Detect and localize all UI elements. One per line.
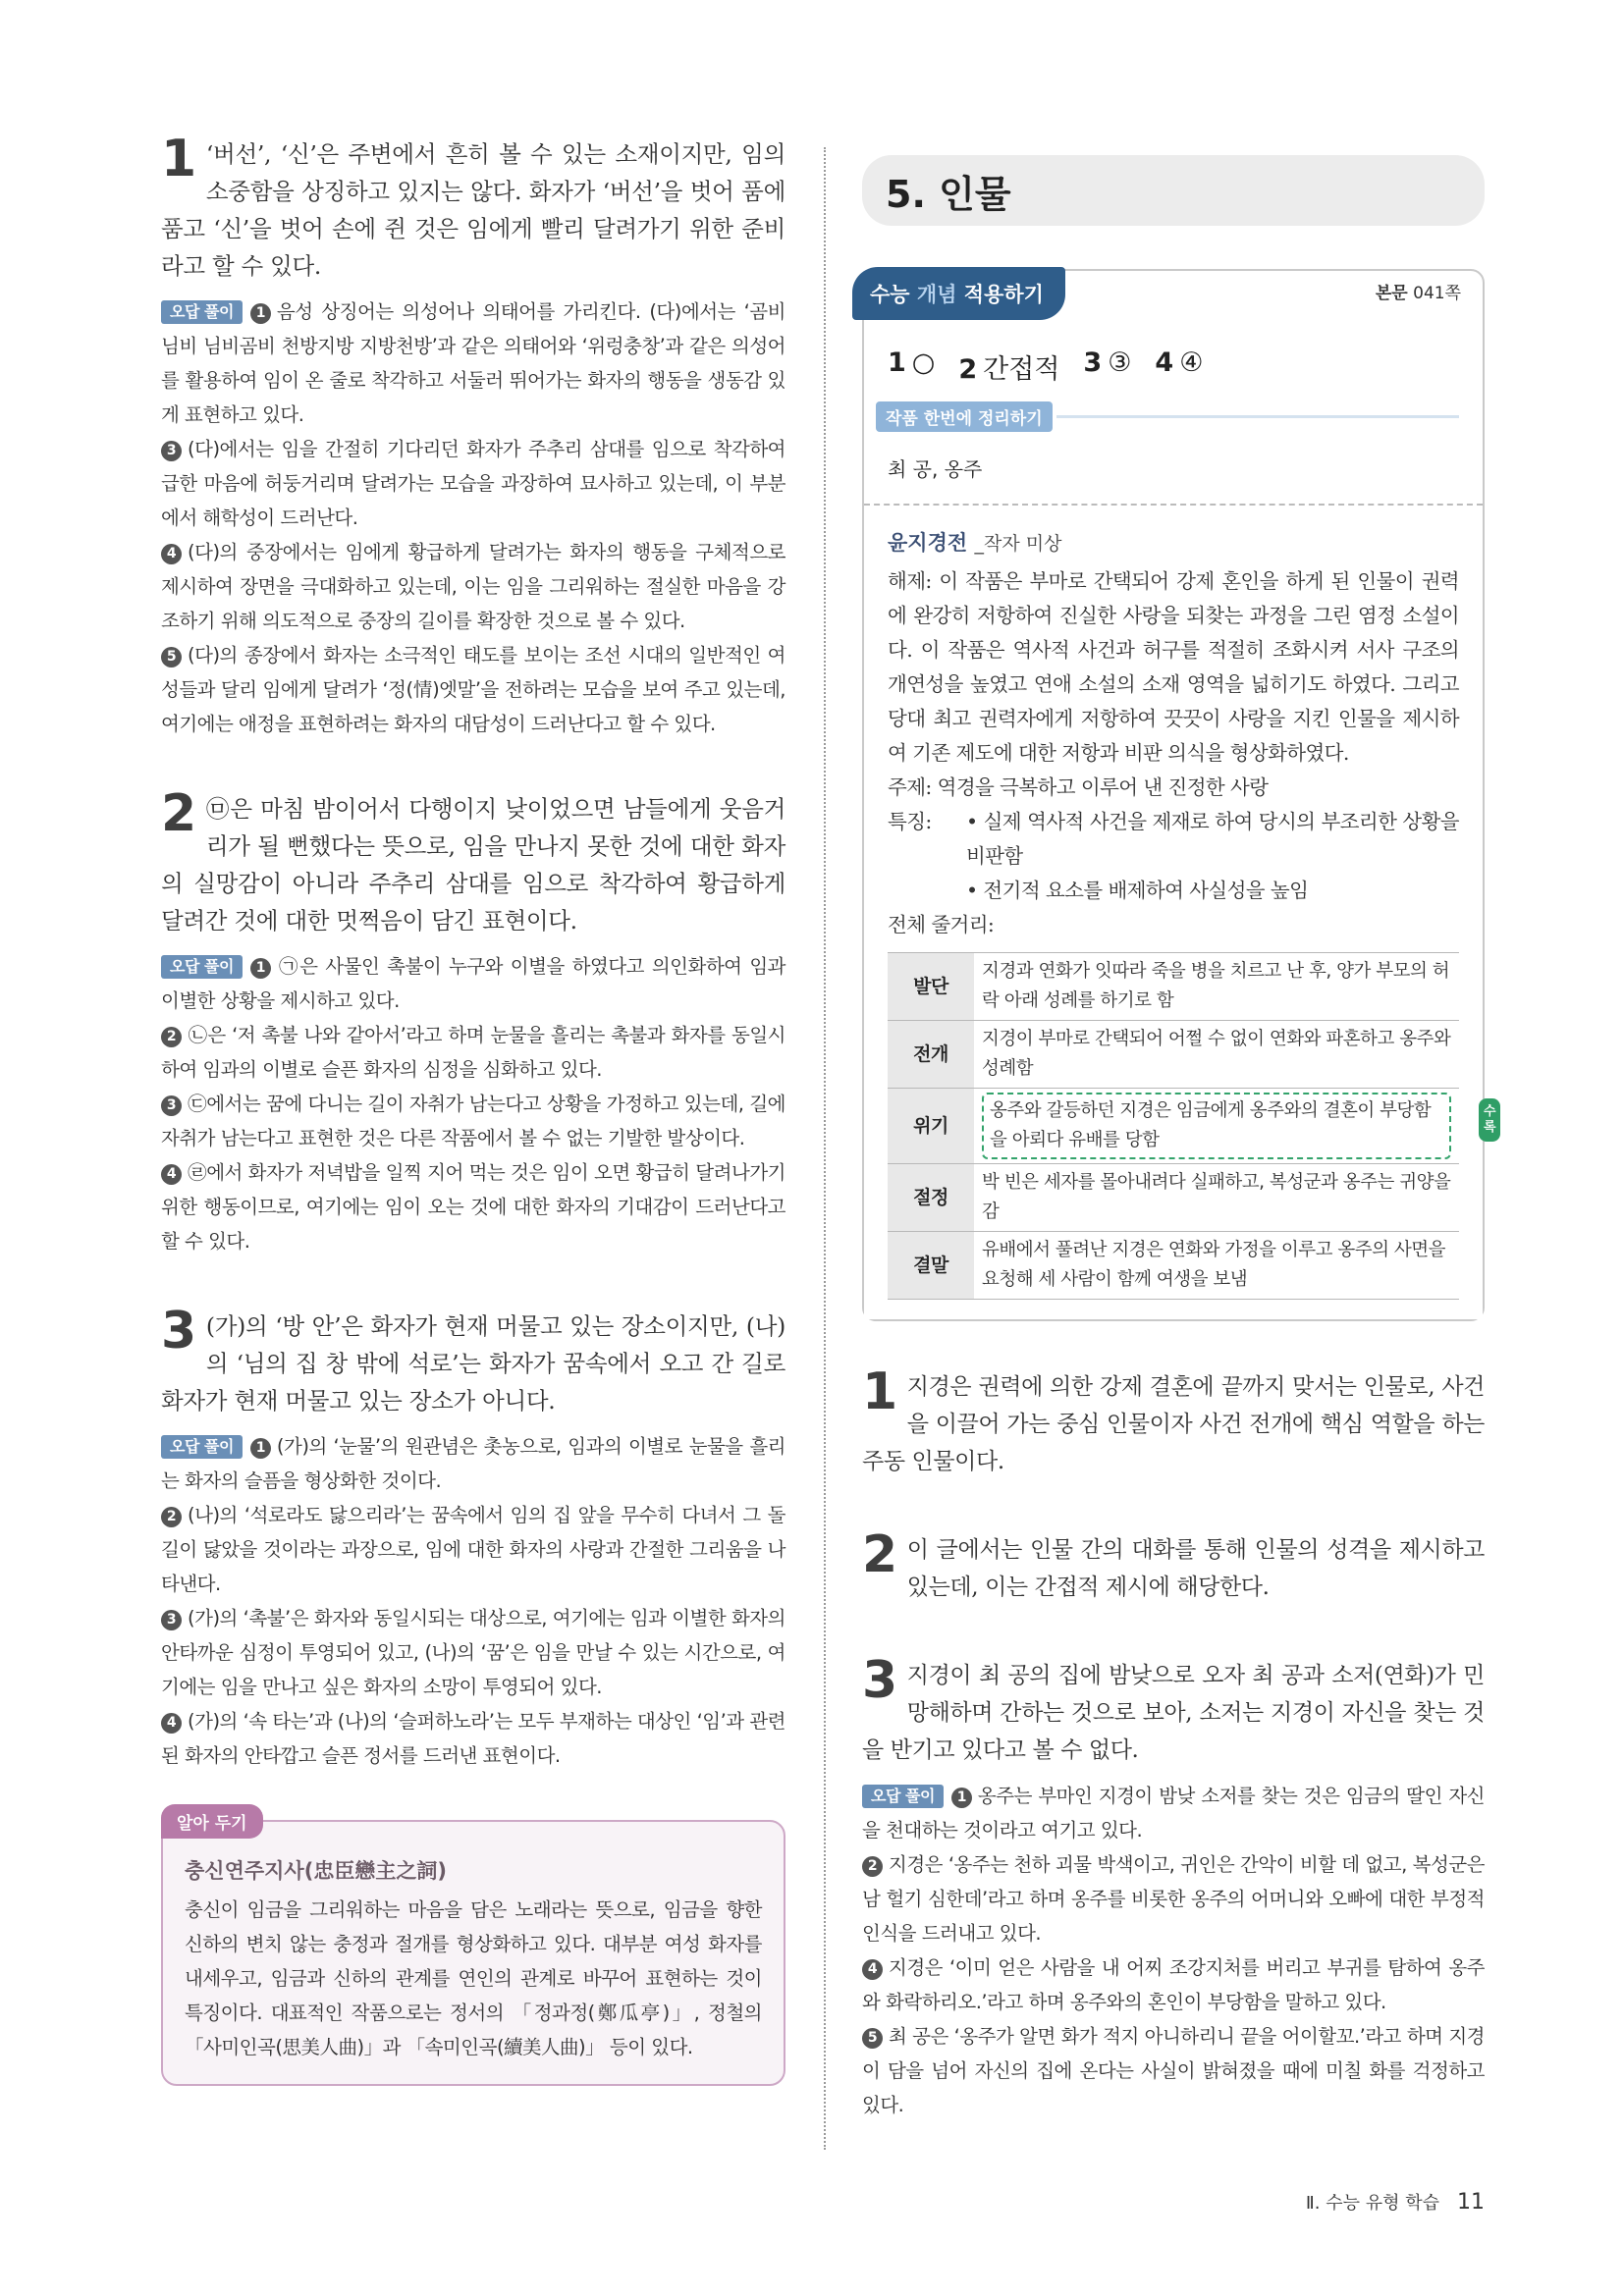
choice-number: 2: [161, 1027, 182, 1047]
right-question-2: [862, 1525, 1485, 1606]
answer-explanation: 지경은 권력에 의한 강제 결혼에 끝까지 맞서는 인물로, 사건을 이끌어 가는 중심 인물이자 사건 전개에 핵심 역할을 하는 주동 인물이다.: [862, 1374, 1485, 1474]
wrong-answer-badge: 오답 풀이: [161, 955, 243, 979]
answer-item: 2 간접적: [958, 354, 1060, 385]
question-3-explanation: [161, 1302, 786, 1773]
work-features: 특징: • 실제 역사적 사건을 제재로 하여 당시의 부조리한 상황을 비판함: [888, 810, 1459, 868]
info-box-body: 충신이 임금을 그리워하는 마음을 담은 노래라는 뜻으로, 임금을 향한 신하의 변치 않는 충정과 절개를 형상화하고 있다. 대부분 여성 화자를 내세우고, 임금과 신하의 관계를 연인의 관계로 바꾸어 표현하는 것이 특징이다. 대표적인 작품으로는 정서의 「정과정(鄭瓜亭)」, 정철의 「사미인곡(思美人曲)」과 「속미인곡(續美人曲)」 등이 있다.: [185, 1898, 762, 2058]
work-characters: 최 공, 옹주: [864, 432, 1483, 506]
wrong-answer-badge: 오답 풀이: [161, 300, 243, 324]
choice-number: 1: [250, 303, 271, 324]
choice-note: (가)의 ‘속 타는’과 (나)의 ‘슬퍼하노라’는 모두 부재하는 대상인 ‘임’과 관련된 화자의 안타깝고 슬픈 정서를 드러낸 표현이다.: [161, 1710, 786, 1767]
question-2-explanation: [161, 784, 785, 1258]
table-row: 전개 지경이 부마로 간택되어 어쩔 수 없이 연화와 파혼하고 옹주와 성례함: [888, 1021, 1459, 1089]
work-summary-label: 작품 한번에 정리하기: [876, 401, 1459, 432]
page-reference: [1376, 279, 1461, 303]
choice-note: 옹주는 부마인 지경이 밤낮 소저를 찾는 것은 임금의 딸인 자신을 천대하는 것이라고 여기고 있다.: [862, 1785, 1485, 1842]
choice-note: 최 공은 ‘옹주가 알면 화가 적지 아니하리니 끝을 어이할꼬.’라고 하며 지경이 담을 넘어 자신의 집에 온다는 사실이 밝혀졌을 때에 미칠 화를 걱정하고 있다.: [862, 2025, 1485, 2116]
choice-note: (가)의 ‘눈물’의 원관념은 촛농으로, 임과의 이별로 눈물을 흘리는 화자의 슬픔을 형상화한 것이다.: [161, 1435, 785, 1492]
answer-explanation: 지경이 최 공의 집에 밤낮으로 오자 최 공과 소저(연화)가 민망해하며 간하는 것으로 보아, 소저는 지경이 자신을 찾는 것을 반기고 있다고 볼 수 없다.: [862, 1663, 1485, 1763]
choice-note: (다)의 중장에서는 임에게 황급하게 달려가는 화자의 행동을 구체적으로 제시하여 장면을 극대화하고 있는데, 이는 임을 그리워하는 절실한 마음을 강조하기 위해 의도적으로 중장의 길이를 확장한 것으로 볼 수 있다.: [161, 541, 785, 632]
choice-number: 4: [161, 1164, 182, 1185]
answer-key: [864, 326, 1483, 398]
page-reference-value: 041쪽: [1413, 284, 1461, 303]
table-row: 위기 옹주와 갈등하던 지경은 임금에게 옹주와의 결혼이 부당함을 아뢰다 유배를 당함 수록: [888, 1089, 1459, 1164]
answer-explanation: 이 글에서는 인물 간의 대화를 통해 인물의 성격을 제시하고 있는데, 이는 간접적 제시에 해당한다.: [906, 1537, 1485, 1600]
wrong-answer-notes: [862, 1779, 1485, 2122]
choice-number: 4: [161, 544, 182, 564]
choice-number: 1: [250, 1438, 271, 1459]
highlighted-plot: 옹주와 갈등하던 지경은 임금에게 옹주와의 결혼이 부당함을 아뢰다 유배를 당함: [982, 1093, 1451, 1159]
choice-note: 지경은 ‘이미 얻은 사람을 내 어찌 조강지처를 버리고 부귀를 탐하여 옹주와 화락하리오.’라고 하며 옹주와의 혼인이 부당함을 말하고 있다.: [862, 1956, 1485, 2013]
table-row: 절정 박 빈은 세자를 몰아내려다 실패하고, 복성군과 옹주는 귀양을 감: [888, 1164, 1459, 1232]
wrong-answer-notes: [161, 949, 785, 1258]
answer-explanation: ㉤은 마침 밤이어서 다행이지 낮이었으면 남들에게 웃음거리가 될 뻔했다는 뜻으로, 임을 만나지 못한 것에 대한 화자의 실망감이 아니라 주추리 삼대를 임으로 착각하여 황급하게 달려간 것에 대한 멋쩍음이 담긴 표현이다.: [161, 795, 785, 934]
answer-item: 4 ④: [1155, 347, 1204, 378]
page-number: 11: [1457, 2190, 1485, 2215]
plot-table: [888, 952, 1496, 1300]
concept-application-box: [862, 269, 1496, 1321]
info-box-title: 충신연주지사(忠臣戀主之詞): [185, 1859, 447, 1883]
choice-note: ㉡은 ‘저 촉불 나와 같아서’라고 하며 눈물을 흘리는 촉불과 화자를 동일시하여 임과의 이별로 슬픈 화자의 심정을 심화하고 있다.: [161, 1024, 785, 1081]
choice-number: 3: [161, 1095, 182, 1116]
work-summary: [864, 506, 1496, 1319]
answer-explanation: ‘버선’, ‘신’은 주변에서 흔히 볼 수 있는 소재이지만, 임의 소중함을 상징하고 있지는 않다. 화자가 ‘버선’을 벗어 품에 품고 ‘신’을 벗어 손에 쥔 것은 임에게 빨리 달려가기 위한 준비라고 할 수 있다.: [161, 140, 785, 280]
tag-text: 수능: [870, 283, 910, 306]
choice-number: 4: [862, 1959, 883, 1980]
work-description: 해제: 이 작품은 부마로 간택되어 강제 혼인을 하게 된 인물이 권력에 완강히 저항하여 진실한 사랑을 되찾는 과정을 그린 염정 소설이다. 이 작품은 역사적 사건과 허구를 적절히 조화시켜 서사 구조의 개연성을 높였고 연애 소설의 소재 영역을 넓히기도 하였다. 그리고 당대 최고 권력자에게 저항하여 끗끗이 사랑을 지킨 인물을 제시하여 기존 제도에 대한 저항과 비판 의식을 형상화하였다.: [888, 569, 1459, 765]
choice-number: 5: [161, 647, 182, 667]
tag-text: 적용하기: [963, 283, 1044, 306]
choice-note: (나)의 ‘석로라도 닳으리라’는 꿈속에서 임의 집 앞을 무수히 다녀서 그 돌길이 닳았을 것이라는 과장으로, 임에 대한 화자의 사랑과 간절한 그리움을 나타낸다.: [161, 1504, 785, 1595]
left-column: [161, 130, 786, 2086]
wrong-answer-badge: 오답 풀이: [161, 1435, 243, 1459]
page-reference-label: 본문: [1375, 284, 1408, 303]
plot-label: 전체 줄거리:: [888, 913, 995, 936]
table-row: 발단 지경과 연화가 잇따라 죽을 병을 치르고 난 후, 양가 부모의 허락 아래 성례를 하기로 함: [888, 953, 1459, 1021]
choice-number: 4: [161, 1713, 182, 1734]
work-feature-item: • 전기적 요소를 배제하여 사실성을 높임: [966, 879, 1309, 902]
right-column: [862, 155, 1496, 2122]
choice-note: (다)에서는 임을 간절히 기다리던 화자가 주추리 삼대를 임으로 착각하여 급한 마음에 허둥거리며 달려가는 모습을 과장하여 묘사하고 있는데, 이 부분에서 해학성이 드러난다.: [161, 438, 785, 529]
choice-number: 2: [161, 1507, 182, 1527]
choice-note: 음성 상징어는 의성어나 의태어를 가리킨다. (다)에서는 ‘곰비님비 님비곰비 천방지방 지방천방’과 같은 의태어와 ‘위렁충창’과 같은 의성어를 활용하여 임이 온 줄로 착각하고 서둘러 뛰어가는 화자의 행동을 생동감 있게 표현하고 있다.: [161, 300, 785, 426]
choice-note: ㉢에서는 꿈에 다니는 길이 자취가 남는다고 상황을 가정하고 있는데, 길에 자취가 남는다고 표현한 것은 다른 작품에서 볼 수 없는 기발한 발상이다.: [161, 1093, 785, 1149]
section-title: 5. 인물: [862, 155, 1485, 226]
wrong-answer-notes: [161, 1429, 785, 1773]
choice-number: 1: [951, 1788, 972, 1808]
choice-note: (다)의 종장에서 화자는 소극적인 태도를 보이는 조선 시대의 일반적인 여성들과 달리 임에게 달려가 ‘정(情)엣말’을 전하려는 모습을 보여 주고 있는데, 여기에는 애정을 표현하려는 화자의 대담성이 드러난다고 할 수 있다.: [161, 644, 785, 735]
question-number: 3: [862, 1651, 897, 1710]
right-question-1: [862, 1362, 1485, 1480]
question-number: 3: [161, 1302, 196, 1361]
column-divider: [824, 147, 826, 2150]
question-number: 2: [161, 784, 196, 843]
concept-application-tag: [852, 267, 1065, 320]
wrong-answer-badge: 오답 풀이: [862, 1785, 944, 1808]
wrong-answer-notes: [161, 294, 785, 741]
work-title: 윤지경전 _작자 미상: [888, 531, 1062, 555]
question-number: 1: [161, 130, 196, 188]
question-number: 1: [862, 1362, 897, 1421]
choice-number: 3: [161, 441, 182, 461]
answer-item: 1 ○: [888, 347, 936, 378]
choice-number: 1: [250, 958, 271, 979]
page-footer: [1306, 2189, 1485, 2215]
info-box-tag: 알아 두기: [161, 1804, 263, 1839]
choice-number: 5: [862, 2028, 883, 2049]
work-theme: 주제: 역경을 극복하고 이루어 낸 진정한 사랑: [888, 775, 1269, 799]
answer-explanation: (가)의 ‘방 안’은 화자가 현재 머물고 있는 장소이지만, (나)의 ‘님의 집 창 밖에 석로’는 화자가 꿈속에서 오고 간 길로 화자가 현재 머물고 있는 장소가 아니다.: [161, 1312, 785, 1415]
question-number: 2: [862, 1525, 897, 1584]
choice-note: (가)의 ‘촉불’은 화자와 동일시되는 대상으로, 여기에는 임과 이별한 화자의 안타까운 심정이 투영되어 있고, (나)의 ‘꿈’은 임을 만날 수 있는 시간으로, 여기에는 임을 만나고 싶은 화자의 소망이 투영되어 있다.: [161, 1607, 785, 1698]
question-1-explanation: [161, 130, 785, 741]
right-question-3: [862, 1651, 1485, 2122]
choice-number: 3: [161, 1610, 182, 1630]
choice-note: ㉠은 사물인 촉불이 누구와 이별을 하였다고 의인화하여 임과 이별한 상황을 제시하고 있다.: [161, 955, 785, 1012]
info-box: [161, 1814, 785, 2086]
choice-note: ㉣에서 화자가 저녁밥을 일찍 지어 먹는 것은 임이 오면 황급히 달려나가기 위한 행동이므로, 여기에는 임이 오는 것에 대한 화자의 기대감이 드러난다고 할 수 있다.: [161, 1161, 785, 1253]
tag-text: 개념: [916, 283, 957, 306]
included-tag: 수록: [1479, 1098, 1500, 1142]
footer-section: Ⅱ. 수능 유형 학습: [1305, 2193, 1439, 2214]
answer-item: 3 ③: [1083, 347, 1132, 378]
choice-note: 지경은 ‘옹주는 천하 괴물 박색이고, 귀인은 간악이 비할 데 없고, 복성군은 남 헐기 심한데’라고 하며 옹주를 비롯한 옹주의 어머니와 오빠에 대한 부정적 인식을 드러내고 있다.: [862, 1853, 1485, 1945]
choice-number: 2: [862, 1856, 883, 1877]
table-row: 결말 유배에서 풀려난 지경은 연화와 가정을 이루고 옹주의 사면을 요청해 세 사람이 함께 여생을 보냄: [888, 1232, 1459, 1300]
